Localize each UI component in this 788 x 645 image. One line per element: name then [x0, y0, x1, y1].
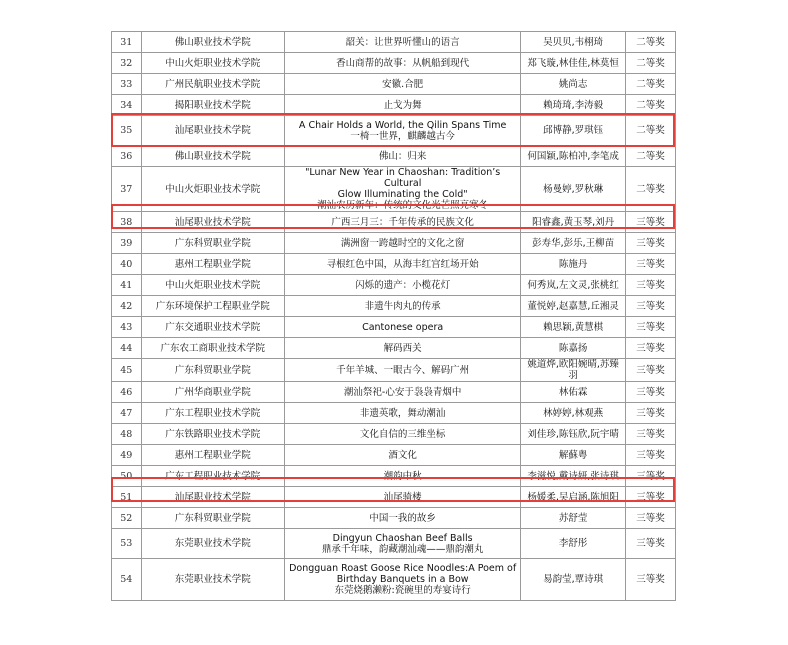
school-cell: 汕尾职业技术学院	[141, 212, 285, 233]
school-cell: 惠州工程职业学院	[141, 445, 285, 466]
work-title-line: 千年羊城、一眼古今、解码广州	[336, 364, 470, 376]
award-cell: 二等奖	[626, 146, 676, 167]
school-cell: 汕尾职业技术学院	[141, 487, 285, 508]
table-row	[112, 508, 676, 529]
row-number-cell: 46	[112, 382, 142, 403]
row-number-cell: 43	[112, 317, 142, 338]
authors-cell: 李舒彤	[521, 529, 626, 559]
table-row	[112, 338, 676, 359]
award-cell: 三等奖	[626, 212, 676, 233]
row-number-cell: 34	[112, 95, 142, 116]
work-title-cell	[285, 53, 521, 74]
award-cell: 三等奖	[626, 317, 676, 338]
awards-table-sheet	[111, 31, 676, 601]
work-title-cell	[285, 296, 521, 317]
row-number-cell: 54	[112, 559, 142, 601]
school-cell: 东莞职业技术学院	[141, 559, 285, 601]
work-title-cell	[285, 382, 521, 403]
school-cell: 广东工程职业技术学院	[141, 466, 285, 487]
table-row	[112, 296, 676, 317]
work-title-line: 东莞烧鹅濑粉:瓷碗里的寿宴诗行	[334, 585, 471, 596]
award-cell: 三等奖	[626, 559, 676, 601]
authors-cell: 郑飞璇,林佳佳,林莫恒	[521, 53, 626, 74]
work-title-cell	[285, 212, 521, 233]
award-cell: 三等奖	[626, 296, 676, 317]
row-number-cell: 38	[112, 212, 142, 233]
work-title-line: Birthday Banquets in a Bow	[336, 574, 469, 585]
table-row	[112, 146, 676, 167]
award-cell: 三等奖	[626, 466, 676, 487]
work-title-line: 止戈为舞	[383, 99, 422, 111]
work-title-cell	[285, 508, 521, 529]
authors-cell: 邱博静,罗琪钰	[521, 116, 626, 146]
work-title-line: 鼎承千年味，韵藏潮汕魂——鼎韵潮丸	[321, 543, 484, 555]
table-row	[112, 233, 676, 254]
school-cell: 中山火炬职业技术学院	[141, 275, 285, 296]
work-title-line: 解码西关	[383, 342, 422, 354]
work-title-cell	[285, 74, 521, 95]
school-cell: 揭阳职业技术学院	[141, 95, 285, 116]
school-cell: 广州民航职业技术学院	[141, 74, 285, 95]
school-cell: 广州华商职业学院	[141, 382, 285, 403]
award-cell: 三等奖	[626, 487, 676, 508]
row-number-cell: 52	[112, 508, 142, 529]
award-cell: 三等奖	[626, 359, 676, 382]
award-cell: 二等奖	[626, 53, 676, 74]
school-cell: 广东工程职业技术学院	[141, 403, 285, 424]
work-title-line: 潮韵中秋	[383, 470, 422, 482]
table-row	[112, 529, 676, 559]
work-title-cell	[285, 167, 521, 212]
row-number-cell: 49	[112, 445, 142, 466]
work-title-cell	[285, 254, 521, 275]
table-row	[112, 559, 676, 601]
award-cell: 二等奖	[626, 167, 676, 212]
row-number-cell: 37	[112, 167, 142, 212]
award-cell: 三等奖	[626, 338, 676, 359]
row-number-cell: 39	[112, 233, 142, 254]
school-cell: 广东环境保护工程职业学院	[141, 296, 285, 317]
school-cell: 佛山职业技术学院	[141, 146, 285, 167]
table-row	[112, 424, 676, 445]
table-row	[112, 487, 676, 508]
awards-table	[111, 31, 676, 601]
work-title-cell	[285, 146, 521, 167]
school-cell: 中山火炬职业技术学院	[141, 53, 285, 74]
authors-cell: 苏舒莹	[521, 508, 626, 529]
school-cell: 中山火炬职业技术学院	[141, 167, 285, 212]
table-row	[112, 212, 676, 233]
award-cell: 三等奖	[626, 529, 676, 559]
authors-cell: 林佑霖	[521, 382, 626, 403]
authors-cell: 陈嘉扬	[521, 338, 626, 359]
authors-cell: 阳睿鑫,黄玉琴,刘丹	[521, 212, 626, 233]
school-cell: 广东交通职业技术学院	[141, 317, 285, 338]
table-row	[112, 382, 676, 403]
authors-cell: 彭寿华,彭乐,王柳苗	[521, 233, 626, 254]
work-title-line: 安徽.合肥	[382, 78, 424, 90]
work-title-line: Dongguan Roast Goose Rice Noodles:A Poem of	[289, 563, 517, 574]
work-title-line: Glow Illuminating the Cold"	[337, 189, 468, 200]
authors-cell: 赖琦琦,李涛毅	[521, 95, 626, 116]
work-title-line: "Lunar New Year in Chaoshan: Tradition’s Cultural	[305, 167, 501, 189]
row-number-cell: 33	[112, 74, 142, 95]
award-cell: 二等奖	[626, 116, 676, 146]
authors-cell: 何国颖,陈柏冲,李笔成	[521, 146, 626, 167]
row-number-cell: 32	[112, 53, 142, 74]
row-number-cell: 50	[112, 466, 142, 487]
authors-cell: 姚道烨,欧阳婉晴,苏臻羽	[521, 359, 626, 382]
work-title-line: 广西三月三：千年传承的民族文化	[331, 216, 474, 228]
work-title-line: Dingyun Chaoshan Beef Balls	[332, 532, 473, 544]
work-title-line: 非遗英歌，舞动潮汕	[359, 407, 446, 419]
authors-cell: 陈施丹	[521, 254, 626, 275]
school-cell: 东莞职业技术学院	[141, 529, 285, 559]
work-title-line: 满洲窗一跨越时空的文化之窗	[340, 237, 465, 249]
award-cell: 三等奖	[626, 508, 676, 529]
row-number-cell: 53	[112, 529, 142, 559]
work-title-cell	[285, 233, 521, 254]
table-row	[112, 445, 676, 466]
school-cell: 广东农工商职业技术学院	[141, 338, 285, 359]
table-row	[112, 32, 676, 53]
authors-cell: 林婷婷,林观燕	[521, 403, 626, 424]
award-cell: 三等奖	[626, 275, 676, 296]
school-cell: 广东科贸职业学院	[141, 508, 285, 529]
work-title-line: 潮汕农历新年：传统的文化光芒照亮寒冬	[317, 200, 489, 211]
work-title-line: 汕尾骑楼	[383, 491, 422, 503]
table-row	[112, 74, 676, 95]
row-number-cell: 35	[112, 116, 142, 146]
authors-cell: 杨曼婷,罗秋琳	[521, 167, 626, 212]
work-title-line: 酒文化	[388, 449, 417, 461]
work-title-cell	[285, 424, 521, 445]
work-title-cell	[285, 529, 521, 559]
school-cell: 汕尾职业技术学院	[141, 116, 285, 146]
award-cell: 二等奖	[626, 95, 676, 116]
table-row	[112, 275, 676, 296]
authors-cell: 刘佳珍,陈钰欣,阮宇晴	[521, 424, 626, 445]
row-number-cell: 45	[112, 359, 142, 382]
work-title-cell	[285, 487, 521, 508]
work-title-line: 非遗牛肉丸的传承	[364, 300, 441, 312]
work-title-cell	[285, 317, 521, 338]
school-cell: 惠州工程职业学院	[141, 254, 285, 275]
authors-cell: 吴贝贝,韦栩琦	[521, 32, 626, 53]
work-title-cell	[285, 95, 521, 116]
authors-cell: 姚尚志	[521, 74, 626, 95]
authors-cell: 董悦婷,赵嘉慧,丘湘灵	[521, 296, 626, 317]
work-title-cell	[285, 275, 521, 296]
awards-table-body	[112, 32, 676, 601]
award-cell: 三等奖	[626, 382, 676, 403]
work-title-cell	[285, 116, 521, 146]
row-number-cell: 51	[112, 487, 142, 508]
table-row	[112, 53, 676, 74]
work-title-line: 香山商帮的故事：从帆船到现代	[336, 57, 470, 69]
work-title-line: 文化自信的三维坐标	[359, 428, 446, 440]
table-row	[112, 116, 676, 146]
work-title-line: A Chair Holds a World, the Qilin Spans Time	[298, 119, 507, 131]
school-cell: 广东科贸职业学院	[141, 233, 285, 254]
work-title-line: 闪烁的遗产：小榄花灯	[355, 279, 451, 291]
work-title-line: 佛山：归来	[378, 150, 427, 162]
authors-cell: 杨媛柔,吴启涵,陈旭阳	[521, 487, 626, 508]
table-row	[112, 466, 676, 487]
row-number-cell: 42	[112, 296, 142, 317]
row-number-cell: 36	[112, 146, 142, 167]
table-row	[112, 317, 676, 338]
authors-cell: 解蘇粤	[521, 445, 626, 466]
work-title-line: 一椅一世界，麒麟越古今	[350, 130, 455, 142]
award-cell: 三等奖	[626, 233, 676, 254]
work-title-cell	[285, 403, 521, 424]
row-number-cell: 44	[112, 338, 142, 359]
row-number-cell: 41	[112, 275, 142, 296]
work-title-cell	[285, 338, 521, 359]
award-cell: 三等奖	[626, 254, 676, 275]
school-cell: 广东科贸职业学院	[141, 359, 285, 382]
work-title-cell	[285, 466, 521, 487]
authors-cell: 李滋悦,戴诗妍,张诗琪	[521, 466, 626, 487]
table-row	[112, 167, 676, 212]
award-cell: 二等奖	[626, 74, 676, 95]
row-number-cell: 40	[112, 254, 142, 275]
table-row	[112, 403, 676, 424]
authors-cell: 易韵莹,覃诗琪	[521, 559, 626, 601]
award-cell: 三等奖	[626, 445, 676, 466]
school-cell: 广东铁路职业技术学院	[141, 424, 285, 445]
work-title-line: 中国一我的故乡	[369, 512, 436, 524]
work-title-line: Cantonese opera	[362, 321, 444, 333]
row-number-cell: 48	[112, 424, 142, 445]
row-number-cell: 47	[112, 403, 142, 424]
table-row	[112, 359, 676, 382]
work-title-line: 韶关：让世界听懂山的语言	[345, 36, 460, 48]
authors-cell: 赖思颖,黄慧棋	[521, 317, 626, 338]
award-cell: 三等奖	[626, 403, 676, 424]
work-title-line: 潮汕祭祀-心安于袅袅青烟中	[343, 386, 462, 398]
table-row	[112, 95, 676, 116]
work-title-cell	[285, 559, 521, 601]
award-cell: 二等奖	[626, 32, 676, 53]
work-title-cell	[285, 32, 521, 53]
table-row	[112, 254, 676, 275]
authors-cell: 何秀岚,左文灵,张桃红	[521, 275, 626, 296]
school-cell: 佛山职业技术学院	[141, 32, 285, 53]
work-title-line: 寻根红色中国，从海丰红宫红场开始	[326, 258, 479, 270]
work-title-cell	[285, 359, 521, 382]
award-cell: 三等奖	[626, 424, 676, 445]
row-number-cell: 31	[112, 32, 142, 53]
work-title-cell	[285, 445, 521, 466]
